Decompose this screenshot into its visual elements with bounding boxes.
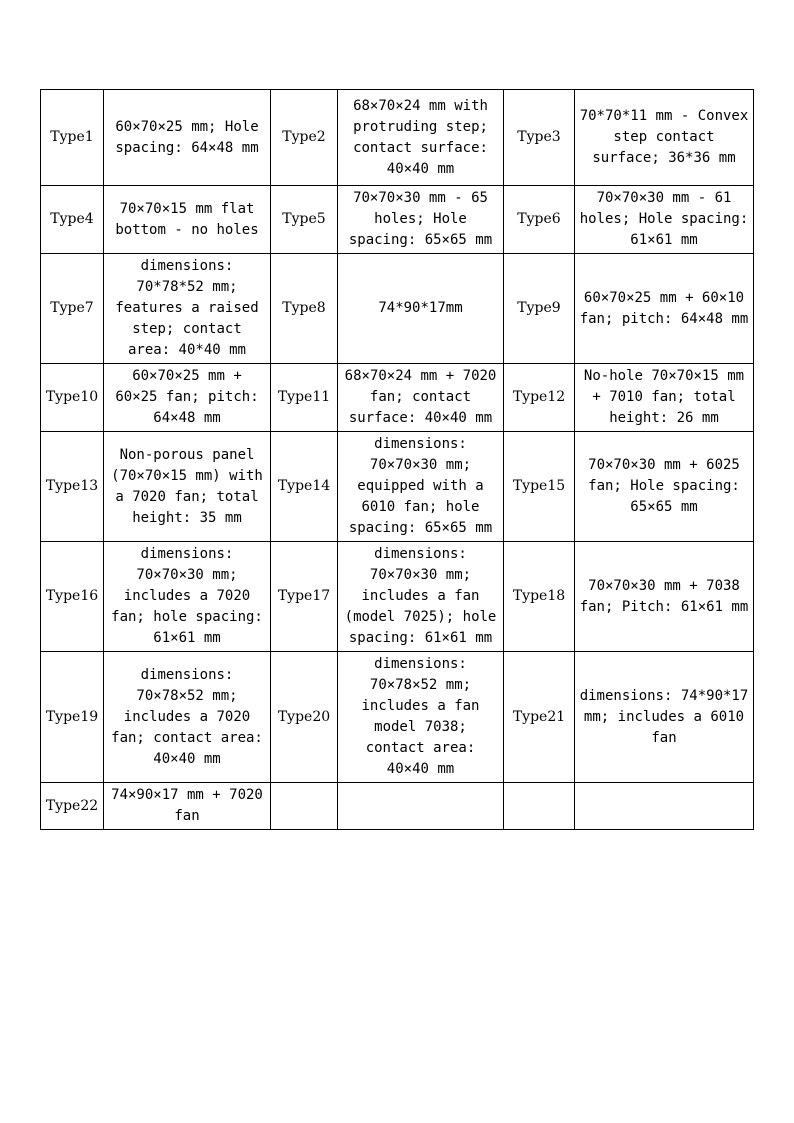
- table-row: [41, 542, 754, 652]
- empty-cell: [504, 783, 575, 830]
- type-label-cell: Type4: [41, 186, 104, 254]
- type-description-cell: 74*90*17mm: [338, 254, 504, 364]
- type-description-cell: 68×70×24 mm + 7020 fan; contact surface: 40×40 mm: [338, 364, 504, 432]
- type-description-cell: dimensions: 70×78×52 mm; includes a fan model 7038; contact area: 40×40 mm: [338, 652, 504, 783]
- type-description-cell: dimensions: 70×78×52 mm; includes a 7020 fan; contact area: 40×40 mm: [104, 652, 271, 783]
- type-label-cell: Type18: [504, 542, 575, 652]
- type-description-cell: 70×70×30 mm + 7038 fan; Pitch: 61×61 mm: [575, 542, 754, 652]
- type-description-cell: 60×70×25 mm + 60×25 fan; pitch: 64×48 mm: [104, 364, 271, 432]
- table-row: [41, 432, 754, 542]
- type-label-cell: Type14: [271, 432, 338, 542]
- type-description-cell: dimensions: 70×70×30 mm; equipped with a 6010 fan; hole spacing: 65×65 mm: [338, 432, 504, 542]
- type-label-cell: Type9: [504, 254, 575, 364]
- type-label-cell: Type7: [41, 254, 104, 364]
- product-spec-table: [40, 89, 754, 830]
- type-description-cell: 70×70×30 mm + 6025 fan; Hole spacing: 65×65 mm: [575, 432, 754, 542]
- empty-cell: [575, 783, 754, 830]
- type-label-cell: Type12: [504, 364, 575, 432]
- table-row: [41, 652, 754, 783]
- type-label-cell: Type22: [41, 783, 104, 830]
- type-description-cell: 70*70*11 mm - Convex step contact surface; 36*36 mm: [575, 90, 754, 186]
- type-description-cell: 74×90×17 mm + 7020 fan: [104, 783, 271, 830]
- type-label-cell: Type10: [41, 364, 104, 432]
- type-description-cell: 68×70×24 mm with protruding step; contact surface: 40×40 mm: [338, 90, 504, 186]
- type-description-cell: No-hole 70×70×15 mm + 7010 fan; total height: 26 mm: [575, 364, 754, 432]
- type-description-cell: dimensions: 74*90*17 mm; includes a 6010 fan: [575, 652, 754, 783]
- table-row: [41, 186, 754, 254]
- type-description-cell: 70×70×30 mm - 61 holes; Hole spacing: 61×61 mm: [575, 186, 754, 254]
- table-row: [41, 364, 754, 432]
- type-label-cell: Type15: [504, 432, 575, 542]
- type-label-cell: Type19: [41, 652, 104, 783]
- type-label-cell: Type17: [271, 542, 338, 652]
- type-label-cell: Type21: [504, 652, 575, 783]
- type-label-cell: Type8: [271, 254, 338, 364]
- type-description-cell: 70×70×30 mm - 65 holes; Hole spacing: 65×65 mm: [338, 186, 504, 254]
- empty-cell: [338, 783, 504, 830]
- table-row: [41, 783, 754, 830]
- type-label-cell: Type1: [41, 90, 104, 186]
- type-label-cell: Type16: [41, 542, 104, 652]
- type-label-cell: Type2: [271, 90, 338, 186]
- type-label-cell: Type11: [271, 364, 338, 432]
- type-description-cell: 60×70×25 mm; Hole spacing: 64×48 mm: [104, 90, 271, 186]
- type-description-cell: dimensions: 70×70×30 mm; includes a 7020 fan; hole spacing: 61×61 mm: [104, 542, 271, 652]
- type-label-cell: Type20: [271, 652, 338, 783]
- type-description-cell: dimensions: 70×70×30 mm; includes a fan (model 7025); hole spacing: 61×61 mm: [338, 542, 504, 652]
- type-label-cell: Type13: [41, 432, 104, 542]
- type-label-cell: Type3: [504, 90, 575, 186]
- type-description-cell: 70×70×15 mm flat bottom - no holes: [104, 186, 271, 254]
- table-row: [41, 254, 754, 364]
- type-label-cell: Type6: [504, 186, 575, 254]
- empty-cell: [271, 783, 338, 830]
- type-label-cell: Type5: [271, 186, 338, 254]
- type-description-cell: Non-porous panel (70×70×15 mm) with a 7020 fan; total height: 35 mm: [104, 432, 271, 542]
- type-description-cell: dimensions: 70*78*52 mm; features a raised step; contact area: 40*40 mm: [104, 254, 271, 364]
- type-description-cell: 60×70×25 mm + 60×10 fan; pitch: 64×48 mm: [575, 254, 754, 364]
- table-row: [41, 90, 754, 186]
